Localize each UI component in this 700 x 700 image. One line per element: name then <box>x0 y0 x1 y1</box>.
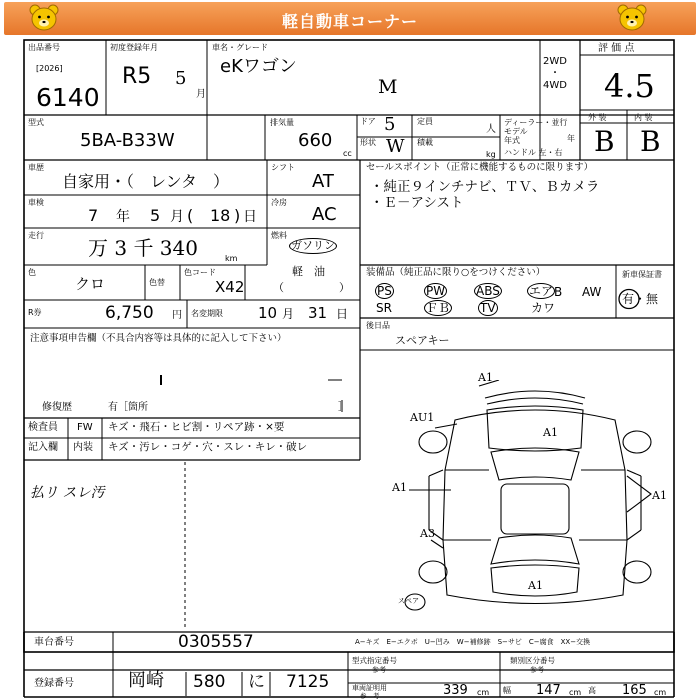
damage-mark-top: A1 <box>478 371 493 384</box>
mileage-value: 万 3 千 340 <box>88 236 198 260</box>
damage-legend: A−キズ E−エクボ U−凹み W−補修跡 S−サビ C−腐食 XX−交換 <box>355 638 591 646</box>
displacement-value: 660 <box>298 130 333 151</box>
aircon-label: 冷房 <box>271 198 287 207</box>
fw-label: FW <box>77 422 93 433</box>
recycle-unit: 円 <box>172 310 182 321</box>
color-swap-label: 色替 <box>149 278 165 287</box>
fuel-gasoline-circle: ガソリン <box>291 239 335 252</box>
inspector-label-1: 検査員 <box>28 422 58 433</box>
body-shape-label: 形状 <box>360 138 376 147</box>
load-label: 積載 <box>417 138 433 147</box>
damage-mark-front-left: AU1 <box>410 411 435 424</box>
first-reg-month: 5 <box>175 68 187 89</box>
width-unit: cm <box>569 688 582 697</box>
fuel-gasoline <box>289 238 337 254</box>
length-unit: cm <box>477 688 490 697</box>
type-value: 5BA-B33W <box>80 130 175 151</box>
car-damage-diagram <box>395 380 680 630</box>
fuel-other: （ ） <box>273 281 350 294</box>
repair-label: 修復歴 <box>42 402 72 413</box>
warranty-circle <box>617 288 641 310</box>
spare-label: スペア <box>398 597 419 605</box>
doors-value: 5 <box>384 114 396 135</box>
capacity-label: 定員 <box>417 117 433 126</box>
class-ref: 参考 <box>530 666 544 674</box>
model-grade: M <box>378 76 398 98</box>
drive-2wd: 2WD <box>543 56 567 67</box>
length-value: 339 <box>443 683 468 698</box>
mileage-unit: km <box>225 254 238 263</box>
damage-mark-hood: A1 <box>543 426 558 439</box>
drive-4wd: 4WD <box>543 80 567 91</box>
class-label: 類別区分番号 <box>510 656 555 665</box>
sales-points-label: セールスポイント（正常に機能するものに限ります） <box>366 162 594 173</box>
first-reg-era-year: R5 <box>122 64 152 89</box>
displacement-label: 排気量 <box>270 118 294 127</box>
doors-label: ドア <box>360 117 376 126</box>
width-value: 147 <box>536 683 561 698</box>
inspection-label: 車検 <box>28 198 44 207</box>
tax-day: 31 <box>308 304 328 322</box>
repair-close: ］ <box>338 402 348 413</box>
color-label: 色 <box>28 268 36 277</box>
aircon-value: AC <box>312 204 337 225</box>
inspection-day-open: ( <box>187 206 194 225</box>
lot-year-code: [2026] <box>36 64 63 73</box>
tax-label: 名変期限 <box>191 309 223 318</box>
tax-month-unit: 月 <box>282 307 295 321</box>
equip-pw <box>424 283 447 299</box>
accessories-value: スペアキー <box>395 334 450 347</box>
type-label: 型式 <box>28 118 44 127</box>
damage-mark-roof-rear: A1 <box>528 579 543 592</box>
sales-point-2: ・Ｅ－アシスト <box>370 195 464 211</box>
chassis-value: 0305557 <box>178 632 254 652</box>
handwritten-note: 払リ スレ汚 <box>30 485 105 501</box>
exterior-value: B <box>594 125 615 158</box>
inspection-day: 18 <box>210 206 231 225</box>
equip-leather: カワ <box>531 301 556 315</box>
chassis-label: 車台番号 <box>34 637 74 648</box>
history-value: 自家用・（ レンタ ） <box>62 172 229 191</box>
inspection-month: 5 <box>150 206 161 225</box>
inspection-year-unit: 年 <box>116 209 130 225</box>
score-value: 4.5 <box>604 67 655 105</box>
tax-month: 10 <box>258 304 278 322</box>
equip-b: B <box>554 285 563 299</box>
dealer-label: ディーラー・並行 <box>504 118 568 127</box>
color-value: クロ <box>75 275 106 293</box>
inspection-day-unit: 日 <box>243 209 257 225</box>
equip-ps <box>375 283 394 299</box>
recycle-label: R券 <box>28 308 42 317</box>
registration-number: 7125 <box>286 672 330 692</box>
type-spec-label: 型式指定番号 <box>352 656 397 665</box>
height-unit: cm <box>654 688 667 697</box>
warranty-value: 有・無 <box>622 292 659 306</box>
model-label: 車名・グレード <box>212 43 268 52</box>
equipment-label: 装備品（純正品に限り○をつけください） <box>366 267 546 278</box>
history-label: 車歴 <box>28 163 44 172</box>
load-unit: kg <box>486 150 496 159</box>
recycle-value: 6,750 <box>105 303 154 323</box>
warranty-label: 新車保証書 <box>622 270 662 279</box>
registration-city: 岡崎 <box>128 670 164 691</box>
length-ref: 参 考 <box>360 692 380 700</box>
repair-value: 有［箇所 <box>108 402 148 413</box>
displacement-unit: cc <box>343 149 352 158</box>
capacity-unit: 人 <box>486 124 496 135</box>
accessories-label: 後日品 <box>366 321 390 330</box>
color-code-label: 色コード <box>184 268 216 277</box>
equip-pw-circle: PW <box>426 284 446 298</box>
sales-point-1: ・純正９インチナビ、ＴＶ、Ｂカメラ <box>370 179 600 195</box>
equip-aw: AW <box>582 285 602 299</box>
equip-tv-circle: TV <box>480 301 496 315</box>
drive-dot: ・ <box>550 68 560 79</box>
exterior-label: 外 装 <box>588 113 607 122</box>
equip-abs <box>474 283 502 299</box>
inspection-year: 7 <box>88 206 99 225</box>
lot-number: 6140 <box>36 83 100 112</box>
damage-mark-left-side: A1 <box>392 481 407 494</box>
height-value: 165 <box>622 683 647 698</box>
fw-items: キズ・飛石・ヒビ割・リペア跡・×要 <box>108 421 285 433</box>
registration-label: 登録番号 <box>34 678 74 689</box>
equip-tv <box>478 300 498 316</box>
registration-kana: に <box>248 672 265 692</box>
interior-items-label: 内装 <box>73 442 93 453</box>
fuel-diesel: 軽 油 <box>292 265 325 278</box>
width-label: 幅 <box>503 686 511 695</box>
first-reg-month-unit: 月 <box>196 89 206 100</box>
damage-mark-left-rear: A3 <box>420 527 435 540</box>
model-year-label: モデル年式 <box>504 127 528 145</box>
equip-abs-circle: ABS <box>476 284 500 298</box>
interior-items: キズ・汚レ・コゲ・穴・スレ・キレ・破レ <box>108 441 308 453</box>
shift-label: シフト <box>271 163 295 172</box>
model-year-unit: 年 <box>567 134 575 143</box>
interior-label: 内 装 <box>634 113 653 122</box>
inspection-month-unit: 月 <box>170 209 184 225</box>
body-shape-value: W <box>386 136 405 157</box>
height-label: 高 <box>588 686 596 695</box>
length-label: 車両証明用 <box>352 684 387 692</box>
registration-class: 580 <box>193 672 226 692</box>
fuel-label: 燃料 <box>271 231 287 240</box>
model-name: eKワゴン <box>220 56 297 77</box>
inspection-day-close: ) <box>234 206 241 225</box>
equip-fb-circle: ＦＢ <box>426 301 451 315</box>
damage-mark-right-side: A1 <box>652 489 667 502</box>
equip-ps-circle: PS <box>377 284 392 298</box>
handle-label: ハンドル 左・右 <box>504 148 563 157</box>
banner-title: 軽自動車コーナー <box>281 12 418 31</box>
equip-fb <box>424 300 452 316</box>
notes-label: 注意事項申告欄（不具合内容等は具体的に記入して下さい） <box>30 333 287 344</box>
score-label: 評 価 点 <box>598 43 635 54</box>
first-reg-label: 初度登録年月 <box>110 43 158 52</box>
interior-value: B <box>640 125 661 158</box>
lot-label: 出品番号 <box>28 43 60 52</box>
mileage-label: 走行 <box>28 231 44 240</box>
shift-value: AT <box>312 171 334 192</box>
equip-sr: SR <box>376 301 392 315</box>
notes-tick <box>160 375 162 385</box>
inspector-label-2: 記入欄 <box>28 442 58 453</box>
color-code: X42 <box>215 278 245 296</box>
type-spec-ref: 参考 <box>372 666 386 674</box>
equip-air-circle: エア <box>529 284 554 298</box>
tax-day-unit: 日 <box>336 307 349 321</box>
equip-air <box>527 283 555 299</box>
